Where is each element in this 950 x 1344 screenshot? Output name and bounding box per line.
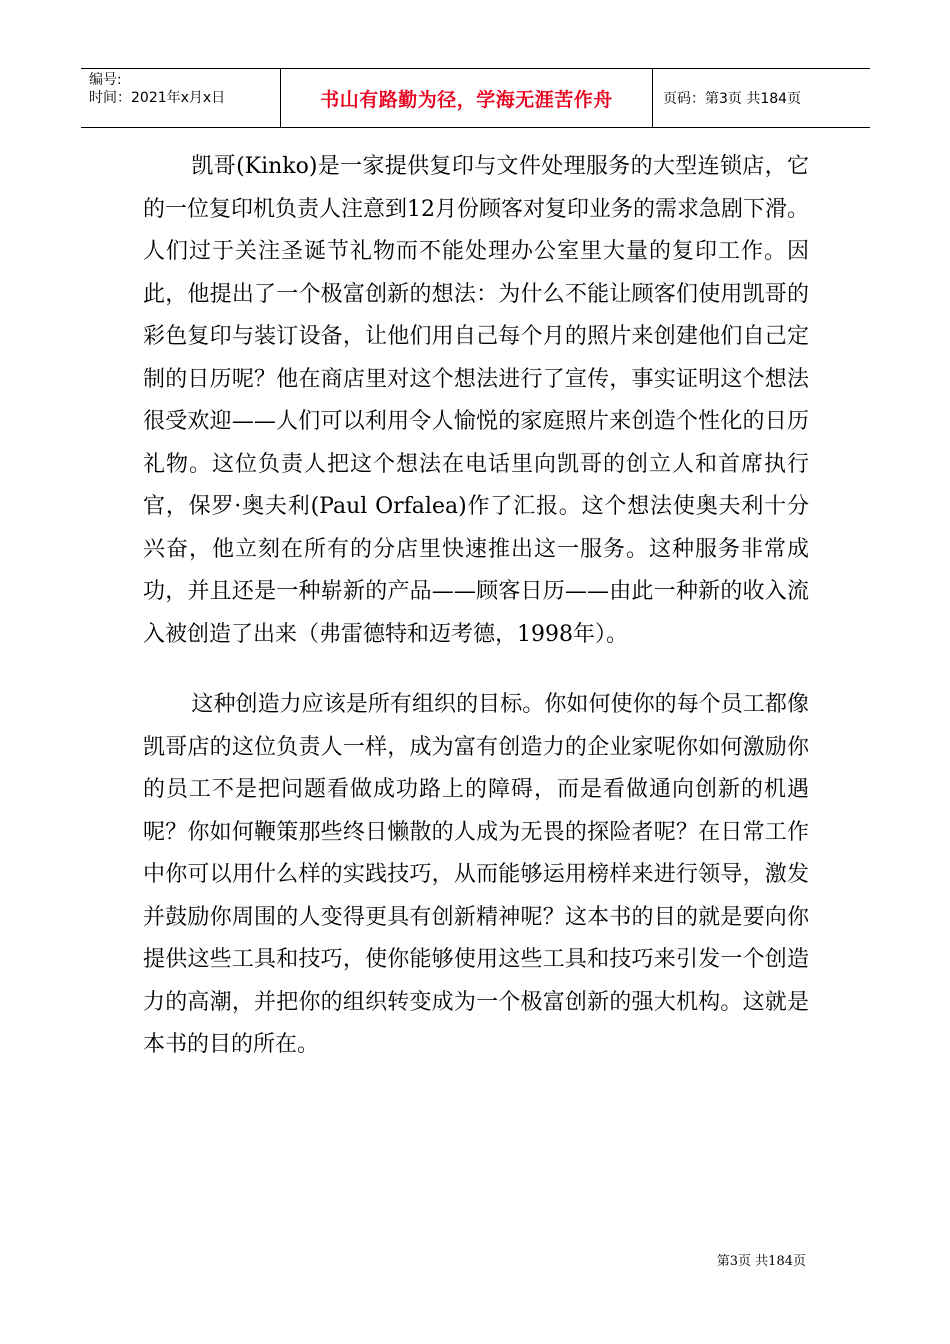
document-number-label: 编号: [89, 72, 122, 88]
paragraph-1: 凯哥(Kinko)是一家提供复印与文件处理服务的大型连锁店，它的一位复印机负责人注意到12月份顾客对复印业务的需求急剧下滑。人们过于关注圣诞节礼物而不能处理办公室里大量的复印工作。因此，他提出了一个极富创新的想法：为什么不能让顾客们使用凯哥的彩色复印与装订设备，让他们用自己每个月的照片来创建他们自己定制的日历呢？他在商店里对这个想法进行了宣传，事实证明这个想法很受欢迎——人们可以利用令人愉悦的家庭照片来创造个性化的日历礼物。这位负责人把这个想法在电话里向凯哥的创立人和首席执行官，保罗·奥夫利(Paul Orfalea)作了汇报。这个想法使奥夫利十分兴奋，他立刻在所有的分店里快速推出这一服务。这种服务非常成功，并且还是一种崭新的产品——顾客日历——由此一种新的收入流入被创造了出来（弗雷德特和迈考德，1998年）。 [143, 154, 809, 647]
page-header [81, 68, 870, 128]
page-footer: 第3页 共184页 [716, 1254, 806, 1269]
header-motto: 书山有路勤为径，学海无涯苦作舟 [281, 69, 653, 127]
header-meta [81, 69, 281, 127]
document-body [143, 146, 809, 1067]
paragraph-2: 这种创造力应该是所有组织的目标。你如何使你的每个员工都像凯哥店的这位负责人一样，成为富有创造力的企业家呢你如何激励你的员工不是把问题看做成功路上的障碍，而是看做通向创新的机遇呢？你如何鞭策那些终日懒散的人成为无畏的探险者呢？在日常工作中你可以用什么样的实践技巧，从而能够运用榜样来进行领导，激发并鼓励你周围的人变得更具有创新精神呢？这本书的目的就是要向你提供这些工具和技巧，使你能够使用这些工具和技巧来引发一个创造力的高潮，并把你的组织转变成为一个极富创新的强大机构。这就是本书的目的所在。 [143, 692, 809, 1057]
header-page-info: 页码：第3页 共184页 [663, 91, 802, 107]
document-time: 时间：2021年x月x日 [89, 90, 226, 106]
